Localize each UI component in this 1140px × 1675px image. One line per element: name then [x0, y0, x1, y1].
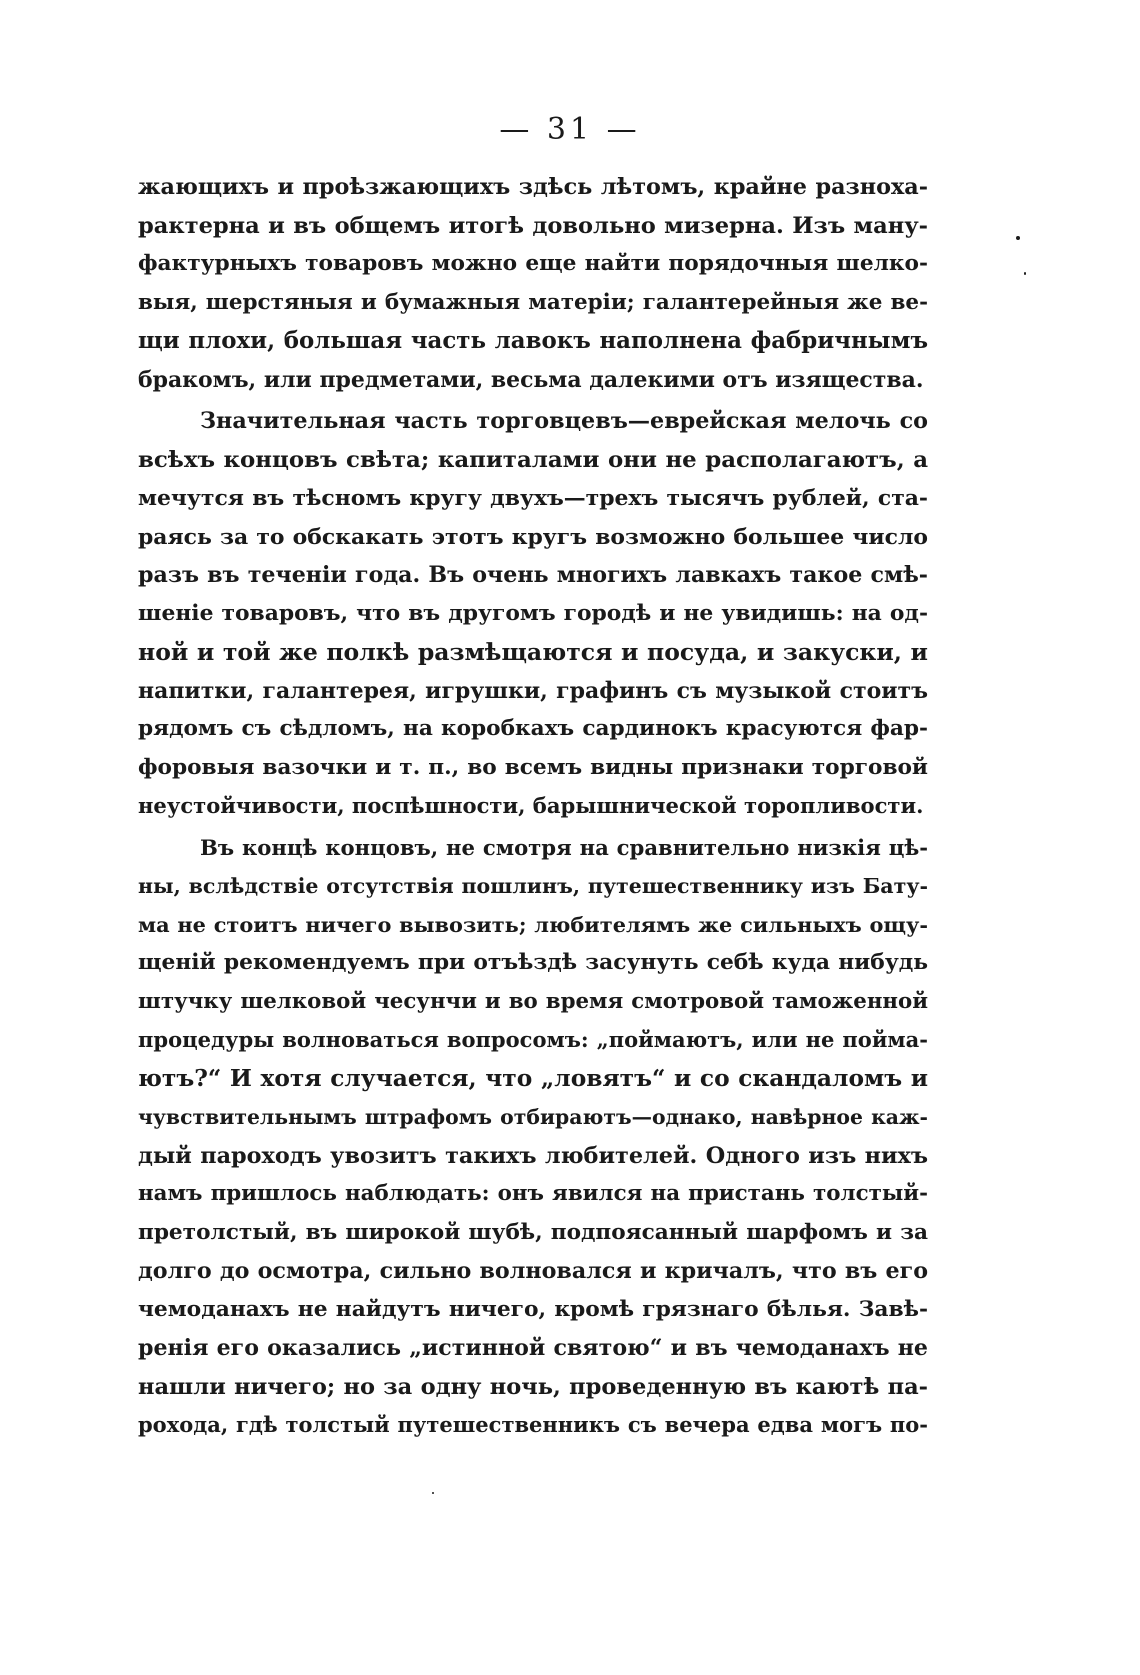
- text-line: ной и той же полкѣ размѣщаются и посуда, и закуски, и: [138, 638, 928, 666]
- text-line: намъ пришлось наблюдать: онъ явился на пристань толстый-: [138, 1181, 928, 1206]
- paragraph: [138, 829, 928, 1445]
- text-line: бракомъ, или предметами, весьма далекими отъ изящества.: [138, 366, 924, 393]
- ink-speck: [1016, 236, 1020, 240]
- text-line: мечутся въ тѣсномъ кругу двухъ—трехъ тысячъ рублей, ста-: [138, 485, 928, 511]
- text-line: всѣхъ концовъ свѣта; капиталами они не располагаютъ, а: [138, 446, 928, 473]
- text-line: фактурныхъ товаровъ можно еще найти порядочныя шелко-: [138, 251, 928, 276]
- text-line: шеніе товаровъ, что въ другомъ городѣ и не увидишь: на од-: [138, 600, 928, 626]
- paragraph: [138, 168, 928, 399]
- ink-speck: [1024, 272, 1026, 275]
- text-line: жающихъ и проѣзжающихъ здѣсь лѣтомъ, крайне разноха-: [138, 174, 928, 200]
- text-line: Значительная часть торговцевъ—еврейская мелочь со: [200, 408, 928, 434]
- text-line: претолстый, въ широкой шубѣ, подпоясанный шарфомъ и за: [138, 1219, 928, 1245]
- text-line: неустойчивости, поспѣшности, барышнической торопливости.: [138, 793, 924, 818]
- text-line: рохода, гдѣ толстый путешественникъ съ вечера едва могъ по-: [138, 1412, 928, 1437]
- text-line: Въ концѣ концовъ, не смотря на сравнительно низкія цѣ-: [200, 834, 928, 860]
- text-line: ренія его оказались „истинной святою“ и въ чемоданахъ не: [138, 1335, 928, 1361]
- body-text: [138, 168, 928, 1445]
- ink-speck: [432, 1492, 434, 1494]
- text-line: форовыя вазочки и т. п., во всемъ видны признаки торговой: [138, 754, 928, 780]
- text-line: чемоданахъ не найдутъ ничего, кромѣ грязнаго бѣлья. Завѣ-: [138, 1296, 928, 1322]
- text-line: чувствительнымъ штрафомъ отбираютъ—однако, навѣрное каж-: [138, 1105, 928, 1129]
- text-line: ма не стоитъ ничего вывозить; любителямъ же сильныхъ ощу-: [138, 911, 928, 937]
- text-line: процедуры волноваться вопросомъ: „поймаютъ, или не поймa-: [138, 1027, 928, 1052]
- text-line: выя, шерстяныя и бумажныя матеріи; галантерейныя же ве-: [138, 289, 928, 315]
- paragraph: [138, 402, 928, 826]
- text-line: рактерна и въ общемъ итогѣ довольно мизерна. Изъ ману-: [138, 212, 928, 239]
- text-line: ютъ?“ И хотя случается, что „ловятъ“ и со скандаломъ и: [138, 1064, 928, 1092]
- text-line: нашли ничего; но за одну ночь, проведенную въ каютѣ па-: [138, 1373, 928, 1400]
- text-line: долго до осмотра, сильно волновался и кричалъ, что въ его: [138, 1258, 928, 1284]
- text-line: разъ въ теченіи года. Въ очень многихъ лавкахъ такое смѣ-: [138, 562, 928, 588]
- text-line: напитки, галантерея, игрушки, графинъ съ музыкой стоитъ: [138, 677, 928, 704]
- page-number: — 31 —: [499, 112, 641, 147]
- text-line: рядомъ съ сѣдломъ, на коробкахъ сардинокъ красуются фар-: [138, 716, 928, 741]
- text-line: штучку шелковой чесунчи и во время смотровой таможенной: [138, 988, 928, 1014]
- text-line: щи плохи, большая часть лавокъ наполнена фабричнымъ: [138, 328, 928, 354]
- text-line: ны, вслѣдствіе отсутствія пошлинъ, путешественнику изъ Бату-: [138, 874, 928, 898]
- text-line: щеній рекомендуемъ при отъѣздѣ засунуть себѣ куда нибудь: [138, 950, 928, 975]
- text-line: раясь за то обскакать этотъ кругъ возможно большее число: [138, 523, 928, 550]
- text-line: дый пароходъ увозитъ такихъ любителей. Одного изъ нихъ: [138, 1142, 928, 1169]
